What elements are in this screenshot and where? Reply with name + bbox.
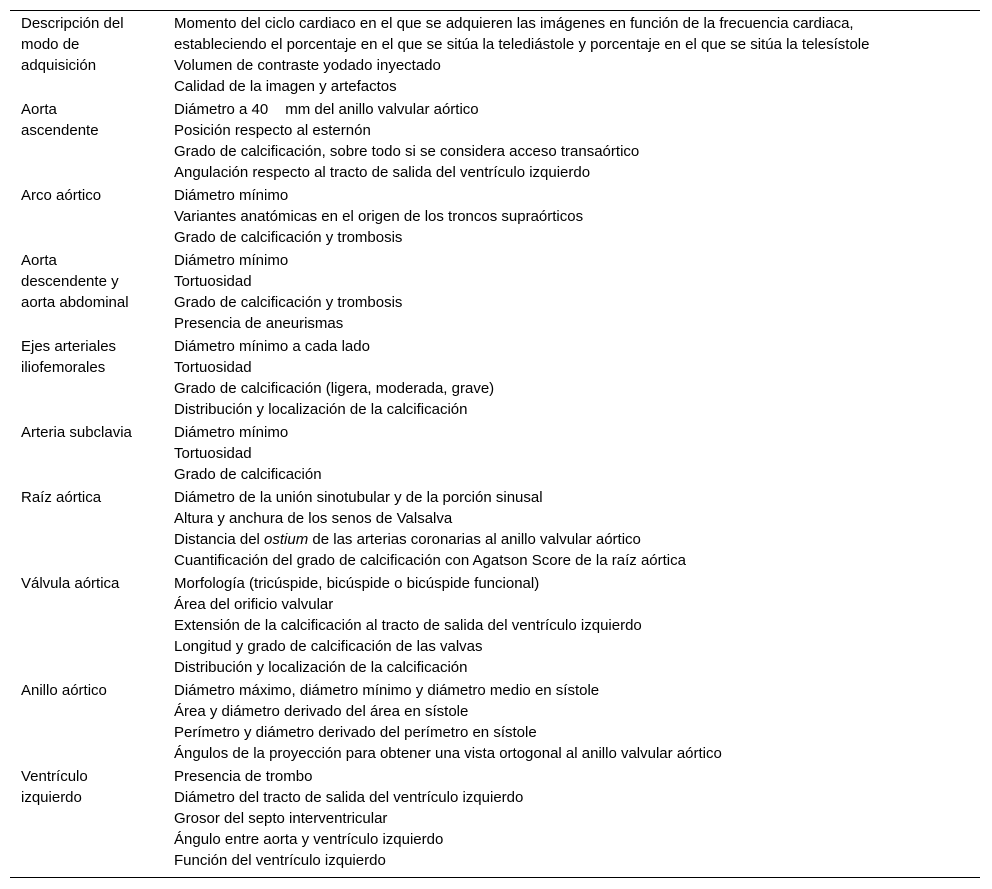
row-items (174, 487, 980, 571)
list-item: Angulación respecto al tracto de salida del ventrículo izquierdo (174, 164, 591, 181)
list-item: Diámetro mínimo a cada lado (174, 338, 370, 355)
row-label (10, 680, 174, 764)
row-label (10, 422, 174, 485)
row-label-line: Raíz aórtica (21, 489, 102, 506)
row-label (10, 487, 174, 571)
list-item: Grado de calcificación (174, 466, 322, 483)
list-item-text: Diámetro a 40 (174, 101, 269, 118)
row-label-line: Válvula aórtica (21, 575, 120, 592)
list-item-text: mm del anillo valvular aórtico (285, 101, 479, 118)
table-row (10, 99, 980, 183)
list-item: Perímetro y diámetro derivado del perímetro en sístole (174, 724, 537, 741)
list-item (174, 99, 980, 120)
table-row (10, 487, 980, 571)
row-label-line: modo de (21, 36, 80, 53)
acquisition-table (10, 10, 980, 878)
list-item: Variantes anatómicas en el origen de los troncos supraórticos (174, 208, 584, 225)
row-label-line: Aorta (21, 101, 57, 118)
row-label (10, 766, 174, 871)
list-item: estableciendo el porcentaje en el que se sitúa la telediástole y porcentaje en el que se sitúa la telesístole (174, 36, 870, 53)
list-item: Diámetro máximo, diámetro mínimo y diámetro medio en sístole (174, 682, 600, 699)
row-items (174, 336, 980, 420)
list-item: Volumen de contraste yodado inyectado (174, 57, 441, 74)
list-item: Diámetro mínimo (174, 187, 289, 204)
list-item (174, 529, 980, 550)
row-label-line: Ventrículo (21, 768, 88, 785)
list-item: Diámetro mínimo (174, 424, 289, 441)
list-item: Ángulos de la proyección para obtener una vista ortogonal al anillo valvular aórtico (174, 745, 722, 762)
row-items (174, 99, 980, 183)
list-item: Grosor del septo interventricular (174, 810, 388, 827)
row-label-line: iliofemorales (21, 359, 106, 376)
row-label (10, 573, 174, 678)
table-row (10, 250, 980, 334)
row-label-line: Anillo aórtico (21, 682, 107, 699)
row-items (174, 250, 980, 334)
list-item: Diámetro mínimo (174, 252, 289, 269)
row-label (10, 336, 174, 420)
row-label-line: adquisición (21, 57, 97, 74)
row-label-line: aorta abdominal (21, 294, 129, 311)
row-label-line: Aorta (21, 252, 57, 269)
list-item: Presencia de trombo (174, 768, 313, 785)
list-item: Calidad de la imagen y artefactos (174, 78, 397, 95)
row-label-line: izquierdo (21, 789, 82, 806)
list-item: Morfología (tricúspide, bicúspide o bicúspide funcional) (174, 575, 540, 592)
row-items (174, 766, 980, 871)
row-label-line: Descripción del (21, 15, 124, 32)
row-items (174, 680, 980, 764)
row-items (174, 13, 980, 97)
list-item: Presencia de aneurismas (174, 315, 344, 332)
row-label-line: descendente y (21, 273, 119, 290)
row-label (10, 99, 174, 183)
list-item: Función del ventrículo izquierdo (174, 852, 386, 869)
table-row (10, 766, 980, 871)
row-label (10, 185, 174, 248)
list-item: Distribución y localización de la calcificación (174, 401, 468, 418)
list-item-italic-text: ostium (264, 531, 309, 548)
list-item: Diámetro de la unión sinotubular y de la porción sinusal (174, 489, 543, 506)
row-label-line: Ejes arteriales (21, 338, 117, 355)
list-item: Extensión de la calcificación al tracto de salida del ventrículo izquierdo (174, 617, 642, 634)
list-item: Grado de calcificación, sobre todo si se considera acceso transaórtico (174, 143, 640, 160)
table-row (10, 336, 980, 420)
list-item: Grado de calcificación (ligera, moderada, grave) (174, 380, 495, 397)
row-items (174, 422, 980, 485)
list-item: Tortuosidad (174, 359, 252, 376)
table-row (10, 573, 980, 678)
row-items (174, 573, 980, 678)
list-item-text: Distancia del (174, 531, 265, 548)
list-item: Cuantificación del grado de calcificación con Agatson Score de la raíz aórtica (174, 552, 686, 569)
list-item: Distribución y localización de la calcificación (174, 659, 468, 676)
list-item: Grado de calcificación y trombosis (174, 229, 403, 246)
list-item: Tortuosidad (174, 273, 252, 290)
list-item: Altura y anchura de los senos de Valsalva (174, 510, 453, 527)
list-item: Momento del ciclo cardiaco en el que se adquieren las imágenes en función de la frecuencia cardiaca, (174, 15, 854, 32)
row-label-line: Arteria subclavia (21, 424, 132, 441)
table-row (10, 422, 980, 485)
list-item: Posición respecto al esternón (174, 122, 371, 139)
list-item: Tortuosidad (174, 445, 252, 462)
row-label-line: ascendente (21, 122, 99, 139)
row-label-line: Arco aórtico (21, 187, 102, 204)
list-item: Diámetro del tracto de salida del ventrículo izquierdo (174, 789, 524, 806)
row-items (174, 185, 980, 248)
list-item: Área y diámetro derivado del área en sístole (174, 703, 469, 720)
table-row (10, 13, 980, 97)
table-row (10, 185, 980, 248)
row-label (10, 13, 174, 97)
list-item: Grado de calcificación y trombosis (174, 294, 403, 311)
table-row (10, 680, 980, 764)
list-item: Ángulo entre aorta y ventrículo izquierdo (174, 831, 444, 848)
list-item: Área del orificio valvular (174, 596, 334, 613)
row-label (10, 250, 174, 334)
list-item: Longitud y grado de calcificación de las valvas (174, 638, 483, 655)
list-item-text: de las arterias coronarias al anillo valvular aórtico (308, 531, 641, 548)
